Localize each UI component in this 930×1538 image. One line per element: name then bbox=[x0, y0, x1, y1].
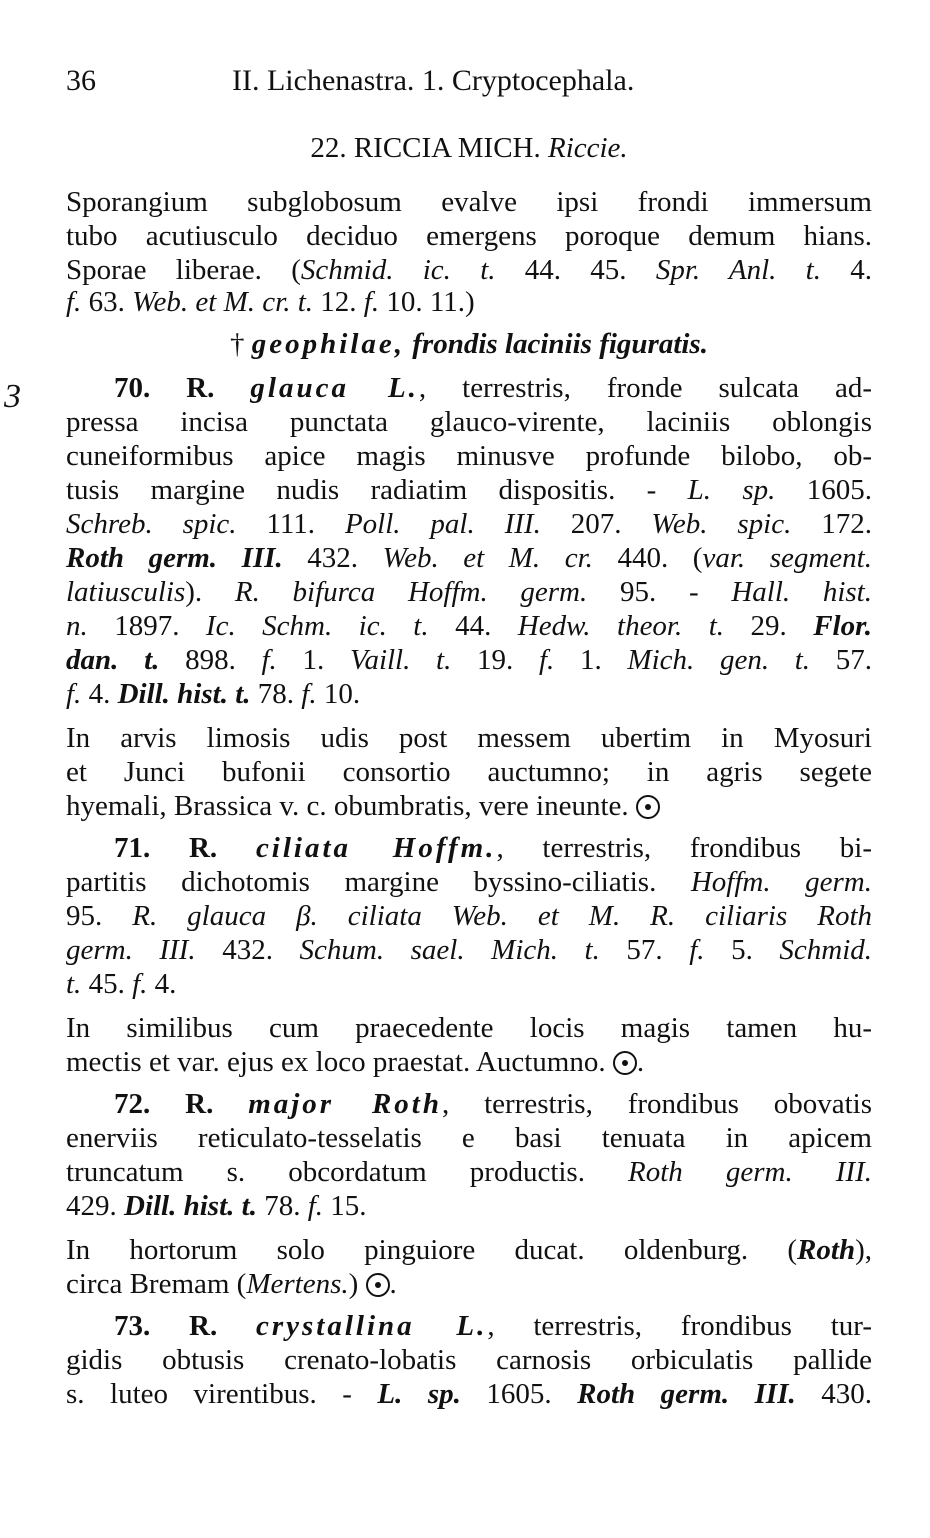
species-70-habitat: hyemali, Brassica v. c. obumbratis, vere ineunte. bbox=[66, 788, 872, 824]
species-72-line: truncatum s. obcordatum productis. Roth germ. III. bbox=[66, 1156, 872, 1188]
species-70-line: Schreb. spic. 111. Poll. pal. III. 207. Web. spic. 172. bbox=[66, 508, 872, 540]
species-70-line: f. 4. Dill. hist. t. 78. f. 10. bbox=[66, 678, 361, 710]
genus-vernacular: Riccie. bbox=[547, 132, 628, 164]
genus-heading bbox=[66, 130, 872, 166]
species-70-line: n. 1897. Ic. Schm. ic. t. 44. Hedw. theor. t. 29. Flor. bbox=[66, 610, 873, 642]
species-70-habitat: In arvis limosis udis post messem ubertim in Myosuri bbox=[66, 722, 872, 754]
species-70-line: 70. R. glauca L., terrestris, fronde sulcata ad- bbox=[114, 372, 872, 404]
species-72-line: 429. Dill. hist. t. 78. f. 15. bbox=[66, 1190, 367, 1222]
species-72-line: 72. R. major Roth, terrestris, frondibus obovatis bbox=[114, 1088, 872, 1120]
species-70-line: dan. t. 898. f. 1. Vaill. t. 19. f. 1. Mich. gen. t. 57. bbox=[66, 644, 872, 676]
species-71-line: partitis dichotomis margine byssino-ciliatis. Hoffm. germ. bbox=[66, 866, 872, 898]
annual-symbol-icon bbox=[366, 1273, 390, 1297]
cross-icon: † bbox=[230, 328, 245, 360]
section-heading: † geophilae, frondis laciniis figuratis. bbox=[230, 328, 708, 360]
genus-desc-line: f. 63. Web. et M. cr. t. 12. f. 10. 11.) bbox=[66, 286, 475, 318]
species-70-line: tusis margine nudis radiatim dispositis. - L. sp. 1605. bbox=[66, 474, 872, 506]
genus-name: RICCIA MICH. bbox=[353, 132, 541, 164]
species-71-line: t. 45. f. 4. bbox=[66, 968, 177, 1000]
species-71-habitat: In similibus cum praecedente locis magis tamen hu- bbox=[66, 1012, 872, 1044]
species-72-line: enerviis reticulato-tesselatis e basi tenuata in apicem bbox=[66, 1122, 872, 1154]
species-71-line: 95. R. glauca β. ciliata Web. et M. R. ciliaris Roth bbox=[66, 900, 873, 932]
species-70-line: cuneiformibus apice magis minusve profunde bilobo, ob- bbox=[66, 440, 872, 472]
species-73-line: gidis obtusis crenato-lobatis carnosis orbiculatis pallide bbox=[66, 1344, 872, 1376]
species-70-line: latiusculis). R. bifurca Hoffm. germ. 95. - Hall. hist. bbox=[66, 576, 872, 608]
species-71-line: 71. R. ciliata Hoffm., terrestris, frondibus bi- bbox=[114, 832, 872, 864]
annual-symbol-icon bbox=[636, 795, 660, 819]
species-70-habitat: et Junci bufonii consortio auctumno; in agris segete bbox=[66, 756, 872, 788]
genus-desc-line: tubo acutiusculo deciduo emergens poroque demum hians. bbox=[66, 220, 872, 252]
species-70-line: Roth germ. III. 432. Web. et M. cr. 440. (var. segment. bbox=[66, 542, 872, 574]
species-71-line: germ. III. 432. Schum. sael. Mich. t. 57. f. 5. Schmid. bbox=[66, 934, 873, 966]
genus-desc-line: Sporangium subglobosum evalve ipsi frondi immersum bbox=[66, 186, 872, 218]
page-number: 36 bbox=[66, 64, 96, 97]
species-72-habitat: circa Bremam (Mertens.) . bbox=[66, 1268, 397, 1300]
margin-annotation: 3 bbox=[4, 378, 21, 415]
species-73-line: 73. R. crystallina L., terrestris, frondibus tur- bbox=[114, 1310, 872, 1342]
species-73-line: s. luteo virentibus. - L. sp. 1605. Roth germ. III. 430. bbox=[66, 1378, 872, 1410]
species-70-line: pressa incisa punctata glauco-virente, laciniis oblongis bbox=[66, 406, 872, 438]
annual-symbol-icon bbox=[613, 1051, 637, 1075]
running-title: II. Lichenastra. 1. Cryptocephala. bbox=[232, 64, 635, 97]
species-71-habitat: mectis et var. ejus ex loco praestat. Auctumno. . bbox=[66, 1046, 645, 1078]
genus-desc-line: Sporae liberae. (Schmid. ic. t. 44. 45. Spr. Anl. t. 4. bbox=[66, 254, 873, 286]
genus-number: 22. bbox=[310, 132, 347, 164]
species-72-habitat: In hortorum solo pinguiore ducat. oldenburg. (Roth), bbox=[66, 1234, 872, 1266]
